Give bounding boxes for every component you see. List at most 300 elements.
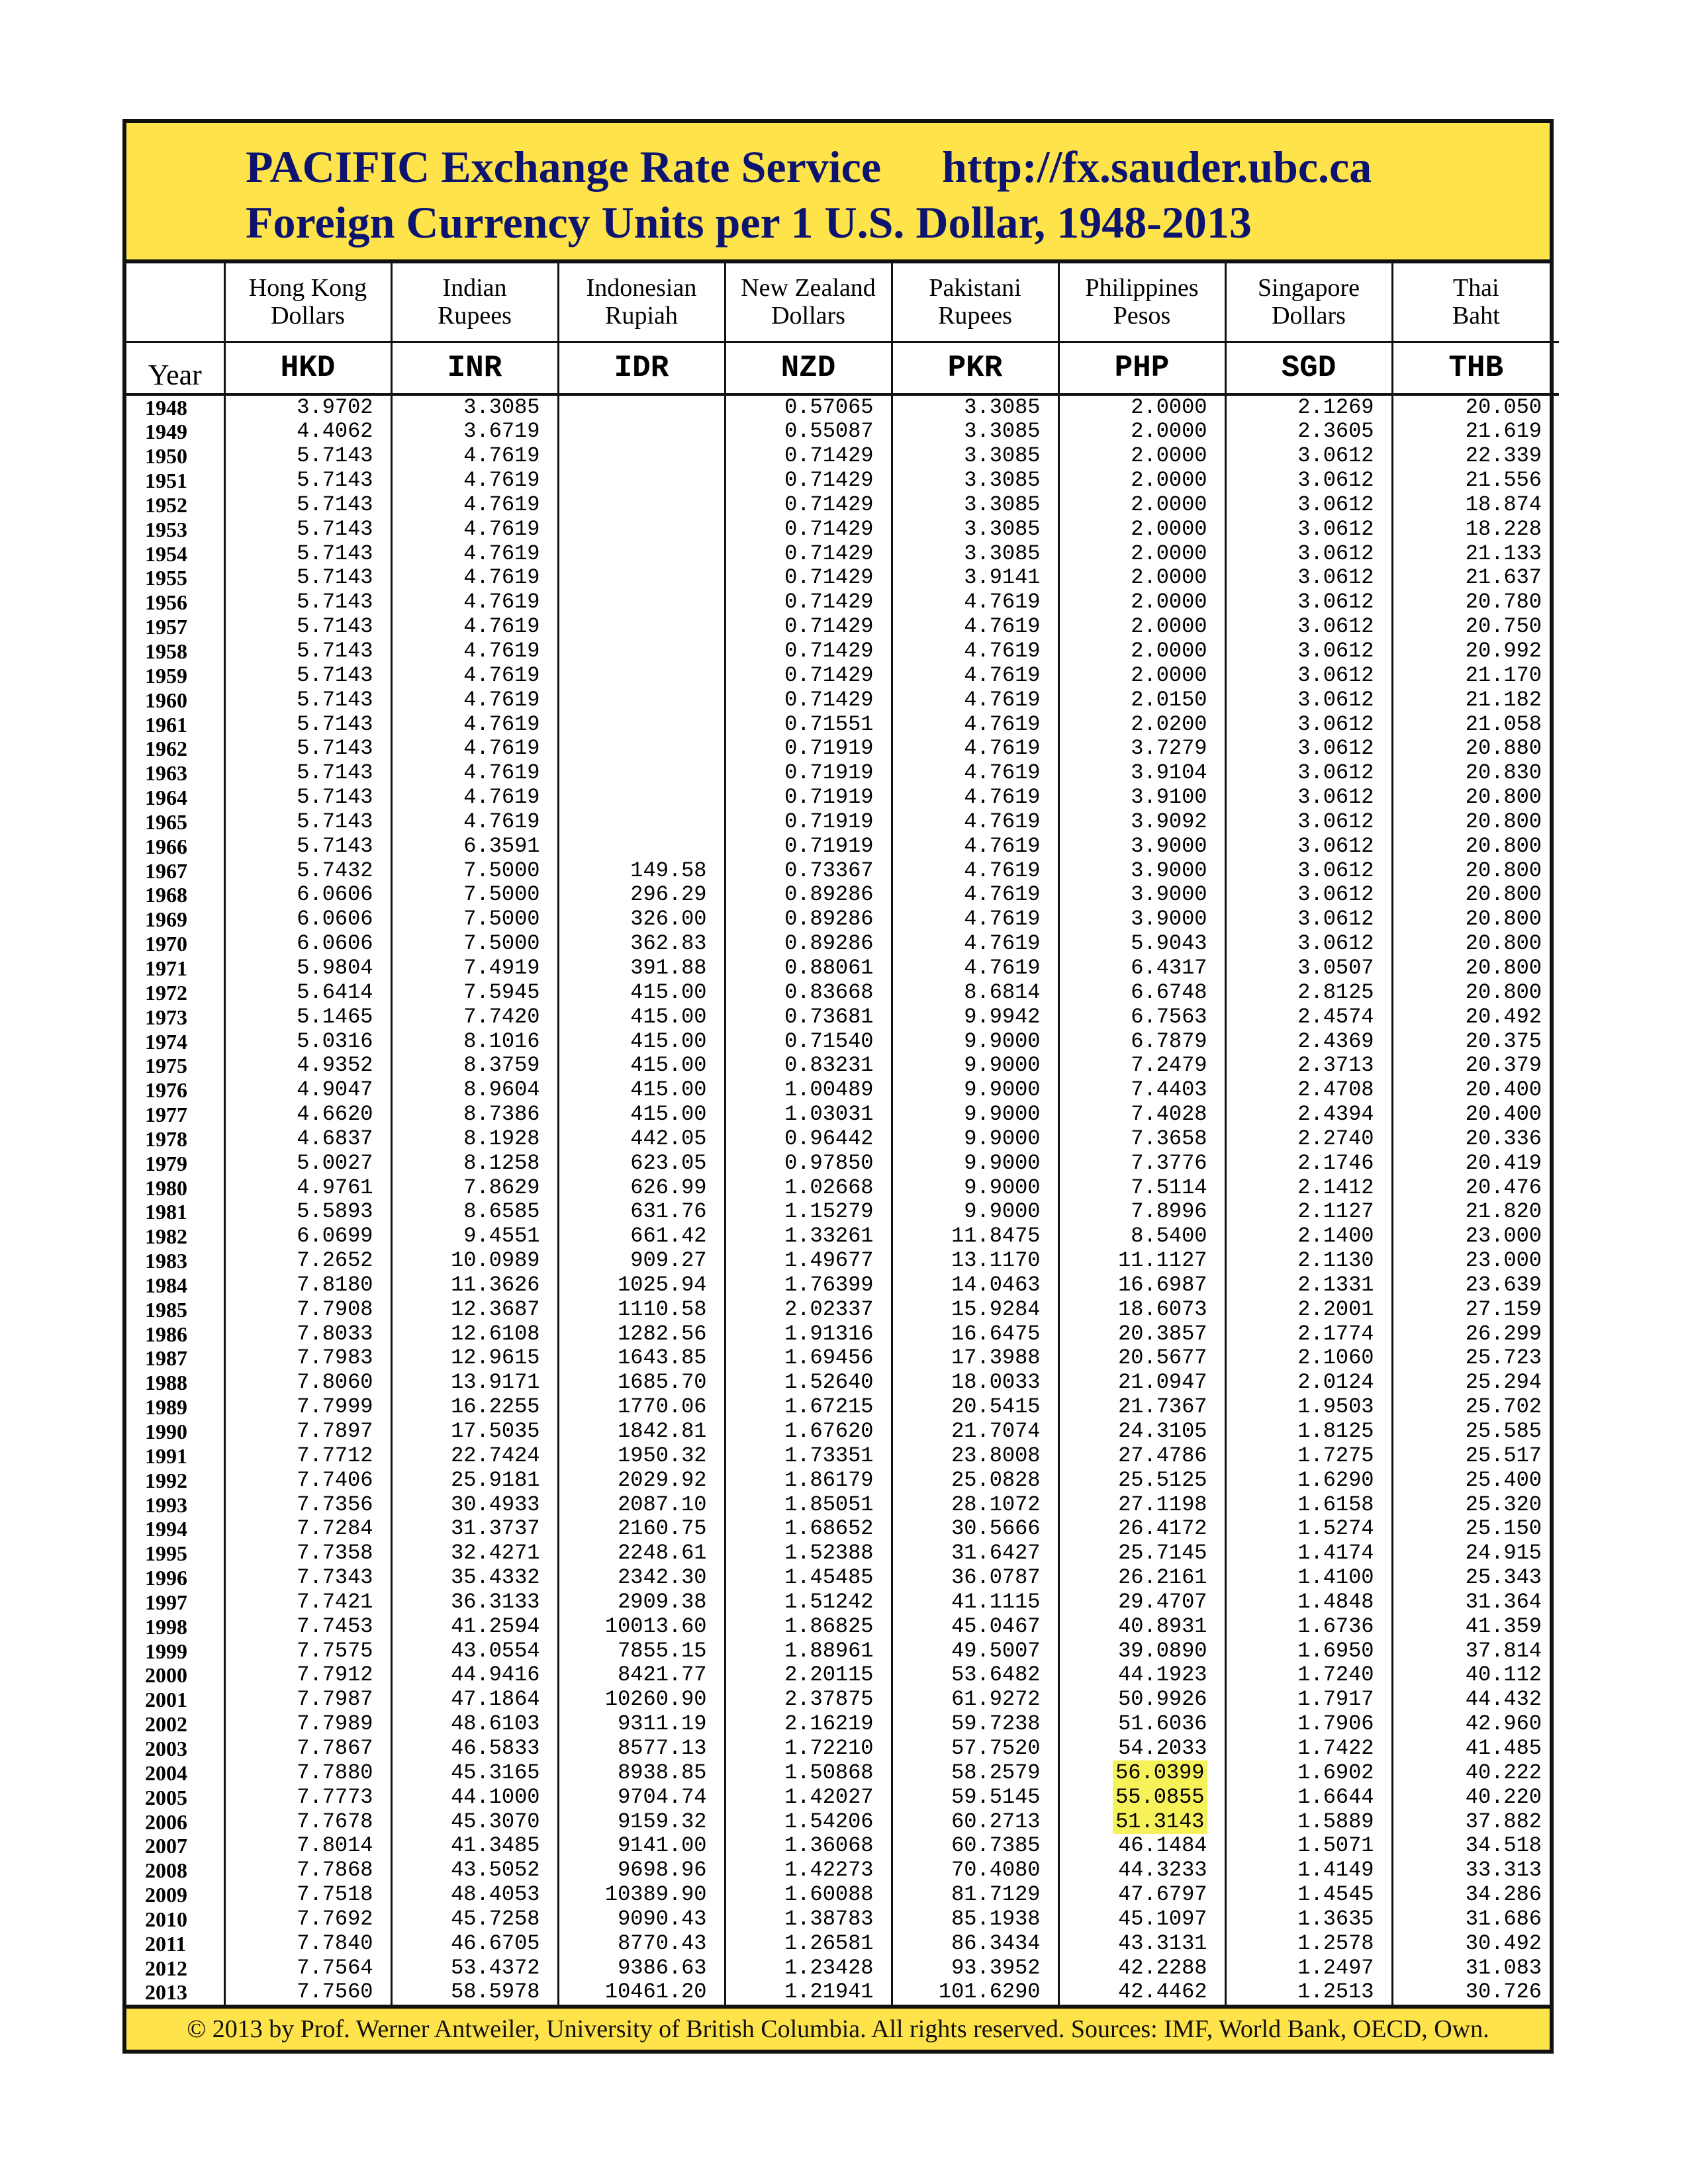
rate-cell-nzd: 2.37875 bbox=[725, 1688, 892, 1712]
rate-cell-pkr: 41.1115 bbox=[892, 1590, 1058, 1615]
rate-cell-nzd: 0.97850 bbox=[725, 1151, 892, 1175]
rates-body bbox=[126, 394, 1559, 2005]
rate-cell-hkd: 7.2652 bbox=[224, 1249, 391, 1273]
rate-cell-hkd: 5.0316 bbox=[224, 1029, 391, 1054]
rate-cell-php: 5.9043 bbox=[1058, 932, 1225, 956]
rate-cell-pkr: 4.7619 bbox=[892, 932, 1058, 956]
year-cell: 1975 bbox=[145, 1054, 187, 1078]
rate-cell-thb: 20.800 bbox=[1392, 858, 1559, 883]
rate-cell-nzd: 1.69456 bbox=[725, 1346, 892, 1371]
rate-cell-thb: 20.750 bbox=[1392, 615, 1559, 639]
currency-name-line2: Rupiah bbox=[605, 302, 678, 330]
rate-cell-inr: 35.4332 bbox=[391, 1566, 558, 1590]
rate-cell-nzd: 1.76399 bbox=[725, 1273, 892, 1298]
rate-cell-php: 6.4317 bbox=[1058, 956, 1225, 981]
currency-name-line1: Indonesian bbox=[586, 274, 697, 302]
table-row bbox=[126, 590, 1559, 615]
rate-cell-pkr: 4.7619 bbox=[892, 786, 1058, 810]
currency-code-php: PHP bbox=[1058, 341, 1225, 394]
rate-cell-php: 7.4403 bbox=[1058, 1078, 1225, 1103]
rate-cell-idr bbox=[558, 517, 725, 541]
rate-cell-nzd: 1.50868 bbox=[725, 1760, 892, 1785]
rate-cell-nzd: 0.89286 bbox=[725, 883, 892, 907]
rate-cell-thb: 30.492 bbox=[1392, 1931, 1559, 1956]
rate-cell-hkd: 6.0606 bbox=[224, 932, 391, 956]
rate-cell-inr: 7.7420 bbox=[391, 1005, 558, 1029]
rate-cell-hkd: 7.7343 bbox=[224, 1566, 391, 1590]
rate-cell-php: 2.0000 bbox=[1058, 615, 1225, 639]
rate-cell-php: 40.8931 bbox=[1058, 1614, 1225, 1639]
rate-cell-pkr: 81.7129 bbox=[892, 1883, 1058, 1907]
banner-subtitle: Foreign Currency Units per 1 U.S. Dollar, 1948-2013 bbox=[246, 197, 1252, 248]
rate-cell-php: 2.0150 bbox=[1058, 688, 1225, 712]
table-row bbox=[126, 712, 1559, 737]
rate-cell-thb: 25.702 bbox=[1392, 1395, 1559, 1420]
year-cell: 1990 bbox=[145, 1420, 187, 1444]
rate-cell-nzd: 1.33261 bbox=[725, 1224, 892, 1249]
rate-cell-hkd: 7.8060 bbox=[224, 1371, 391, 1395]
rate-cell-php: 54.2033 bbox=[1058, 1737, 1225, 1761]
table-row bbox=[126, 1175, 1559, 1200]
rate-cell-hkd: 5.7143 bbox=[224, 517, 391, 541]
rate-cell-inr: 7.4919 bbox=[391, 956, 558, 981]
rate-cell-pkr: 3.9141 bbox=[892, 566, 1058, 590]
rate-cell-sgd: 1.4545 bbox=[1225, 1883, 1392, 1907]
table-row bbox=[126, 517, 1559, 541]
rate-cell-inr: 48.4053 bbox=[391, 1883, 558, 1907]
rate-cell-idr: 2248.61 bbox=[558, 1541, 725, 1566]
year-cell: 1987 bbox=[145, 1346, 187, 1371]
rate-cell-idr: 1025.94 bbox=[558, 1273, 725, 1298]
service-title: PACIFIC Exchange Rate Service bbox=[246, 142, 882, 192]
year-cell: 1966 bbox=[145, 834, 187, 858]
rate-cell-hkd: 7.7356 bbox=[224, 1492, 391, 1517]
rate-cell-pkr: 23.8008 bbox=[892, 1443, 1058, 1468]
rate-cell-idr: 1770.06 bbox=[558, 1395, 725, 1420]
rate-cell-thb: 20.379 bbox=[1392, 1054, 1559, 1078]
rate-cell-nzd: 0.71429 bbox=[725, 493, 892, 518]
rate-cell-pkr: 3.3085 bbox=[892, 444, 1058, 469]
rate-cell-thb: 25.723 bbox=[1392, 1346, 1559, 1371]
rate-cell-inr: 7.5945 bbox=[391, 980, 558, 1005]
rate-cell-nzd: 1.42273 bbox=[725, 1858, 892, 1883]
rate-cell-sgd: 3.0612 bbox=[1225, 737, 1392, 761]
currency-name-line2: Dollars bbox=[1272, 302, 1346, 330]
rate-cell-php: 20.3857 bbox=[1058, 1322, 1225, 1346]
rate-cell-nzd: 0.71919 bbox=[725, 834, 892, 858]
rate-cell-hkd: 7.8033 bbox=[224, 1322, 391, 1346]
rate-cell-nzd: 0.71919 bbox=[725, 786, 892, 810]
year-cell: 2004 bbox=[145, 1760, 187, 1785]
rate-cell-idr: 1950.32 bbox=[558, 1443, 725, 1468]
rate-cell-inr: 8.1016 bbox=[391, 1029, 558, 1054]
table-row bbox=[126, 688, 1559, 712]
table-row bbox=[126, 1834, 1559, 1858]
rate-cell-thb: 20.400 bbox=[1392, 1103, 1559, 1127]
rate-cell-php: 7.2479 bbox=[1058, 1054, 1225, 1078]
rate-cell-thb: 20.400 bbox=[1392, 1078, 1559, 1103]
rate-cell-php: 11.1127 bbox=[1058, 1249, 1225, 1273]
rate-cell-idr: 2087.10 bbox=[558, 1492, 725, 1517]
table-row bbox=[126, 1371, 1559, 1395]
rate-cell-php: 6.7563 bbox=[1058, 1005, 1225, 1029]
rate-cell-idr: 1685.70 bbox=[558, 1371, 725, 1395]
rate-cell-nzd: 0.71429 bbox=[725, 663, 892, 688]
rate-cell-pkr: 4.7619 bbox=[892, 615, 1058, 639]
rate-cell-hkd: 5.9804 bbox=[224, 956, 391, 981]
rate-cell-nzd: 0.71429 bbox=[725, 469, 892, 493]
year-cell: 2005 bbox=[145, 1785, 187, 1809]
rate-cell-hkd: 7.7912 bbox=[224, 1663, 391, 1688]
rate-cell-nzd: 1.21941 bbox=[725, 1980, 892, 2005]
rate-cell-idr: 661.42 bbox=[558, 1224, 725, 1249]
currency-name-line1: Philippines bbox=[1085, 274, 1199, 302]
rate-cell-nzd: 1.26581 bbox=[725, 1931, 892, 1956]
rate-cell-php: 2.0000 bbox=[1058, 394, 1225, 420]
year-cell: 1978 bbox=[145, 1126, 187, 1151]
table-row bbox=[126, 1346, 1559, 1371]
rate-cell-inr: 4.7619 bbox=[391, 517, 558, 541]
rate-cell-sgd: 1.6644 bbox=[1225, 1785, 1392, 1809]
rate-cell-pkr: 28.1072 bbox=[892, 1492, 1058, 1517]
year-cell: 1962 bbox=[145, 737, 187, 761]
rate-cell-thb: 42.960 bbox=[1392, 1712, 1559, 1737]
rate-cell-thb: 37.814 bbox=[1392, 1639, 1559, 1663]
table-row bbox=[126, 761, 1559, 786]
rate-cell-hkd: 5.7143 bbox=[224, 786, 391, 810]
rate-cell-inr: 22.7424 bbox=[391, 1443, 558, 1468]
rate-cell-php: 42.2288 bbox=[1058, 1956, 1225, 1980]
rate-cell-inr: 8.3759 bbox=[391, 1054, 558, 1078]
rate-cell-hkd: 4.6620 bbox=[224, 1103, 391, 1127]
year-cell: 2008 bbox=[145, 1858, 187, 1883]
currency-name-line1: Indian bbox=[442, 274, 507, 302]
rate-cell-thb: 30.726 bbox=[1392, 1980, 1559, 2005]
rate-cell-thb: 20.476 bbox=[1392, 1175, 1559, 1200]
rate-cell-hkd: 4.9047 bbox=[224, 1078, 391, 1103]
year-cell: 1970 bbox=[145, 932, 187, 956]
rate-cell-sgd: 2.1331 bbox=[1225, 1273, 1392, 1298]
currency-code-sgd: SGD bbox=[1225, 341, 1392, 394]
rate-cell-sgd: 2.3713 bbox=[1225, 1054, 1392, 1078]
rate-cell-nzd: 1.67215 bbox=[725, 1395, 892, 1420]
rate-cell-nzd: 0.71551 bbox=[725, 712, 892, 737]
rate-cell-pkr: 3.3085 bbox=[892, 541, 1058, 566]
rate-cell-sgd: 3.0612 bbox=[1225, 883, 1392, 907]
rate-cell-hkd: 5.7143 bbox=[224, 493, 391, 518]
rate-cell-hkd: 7.7560 bbox=[224, 1980, 391, 2005]
rate-cell-sgd: 3.0612 bbox=[1225, 493, 1392, 518]
rate-cell-thb: 20.336 bbox=[1392, 1126, 1559, 1151]
year-cell: 1969 bbox=[145, 907, 187, 932]
rate-cell-inr: 10.0989 bbox=[391, 1249, 558, 1273]
table-row bbox=[126, 1785, 1559, 1809]
table-row bbox=[126, 1468, 1559, 1492]
rate-cell-thb: 20.800 bbox=[1392, 932, 1559, 956]
rate-cell-nzd: 0.57065 bbox=[725, 394, 892, 420]
rate-cell-pkr: 17.3988 bbox=[892, 1346, 1058, 1371]
rate-cell-sgd: 3.0612 bbox=[1225, 517, 1392, 541]
rate-cell-thb: 33.313 bbox=[1392, 1858, 1559, 1883]
rate-cell-hkd: 5.7143 bbox=[224, 639, 391, 664]
rate-cell-inr: 45.3070 bbox=[391, 1809, 558, 1834]
rate-cell-php: 2.0000 bbox=[1058, 444, 1225, 469]
table-row bbox=[126, 1737, 1559, 1761]
rate-cell-nzd: 0.55087 bbox=[725, 420, 892, 444]
rate-cell-pkr: 4.7619 bbox=[892, 761, 1058, 786]
rate-cell-sgd: 1.3635 bbox=[1225, 1907, 1392, 1931]
rate-cell-thb: 41.359 bbox=[1392, 1614, 1559, 1639]
rate-cell-thb: 21.170 bbox=[1392, 663, 1559, 688]
rate-cell-nzd: 1.52640 bbox=[725, 1371, 892, 1395]
rate-cell-inr: 4.7619 bbox=[391, 786, 558, 810]
year-cell: 1967 bbox=[145, 858, 187, 883]
table-row bbox=[126, 980, 1559, 1005]
rate-cell-thb: 21.182 bbox=[1392, 688, 1559, 712]
rate-cell-thb: 34.518 bbox=[1392, 1834, 1559, 1858]
rate-cell-pkr: 58.2579 bbox=[892, 1760, 1058, 1785]
rate-cell-thb: 18.874 bbox=[1392, 493, 1559, 518]
year-cell: 2003 bbox=[145, 1736, 187, 1760]
rate-cell-sgd: 1.7275 bbox=[1225, 1443, 1392, 1468]
year-cell: 1985 bbox=[145, 1297, 187, 1322]
rate-cell-sgd: 2.4369 bbox=[1225, 1029, 1392, 1054]
rate-cell-hkd: 7.7575 bbox=[224, 1639, 391, 1663]
rate-cell-thb: 20.800 bbox=[1392, 956, 1559, 981]
rate-cell-nzd: 1.51242 bbox=[725, 1590, 892, 1615]
rate-cell-hkd: 5.7143 bbox=[224, 737, 391, 761]
table-row bbox=[126, 932, 1559, 956]
table-row bbox=[126, 1712, 1559, 1737]
rate-cell-pkr: 9.9000 bbox=[892, 1126, 1058, 1151]
rate-cell-inr: 12.9615 bbox=[391, 1346, 558, 1371]
rate-cell-idr bbox=[558, 444, 725, 469]
rate-cell-inr: 8.7386 bbox=[391, 1103, 558, 1127]
rate-cell-idr bbox=[558, 590, 725, 615]
table-row bbox=[126, 786, 1559, 810]
table-row bbox=[126, 1224, 1559, 1249]
rate-cell-php: 2.0000 bbox=[1058, 541, 1225, 566]
rate-cell-php: 7.8996 bbox=[1058, 1200, 1225, 1224]
rate-cell-pkr: 31.6427 bbox=[892, 1541, 1058, 1566]
rate-cell-thb: 25.400 bbox=[1392, 1468, 1559, 1492]
rate-cell-nzd: 0.71429 bbox=[725, 639, 892, 664]
rate-cell-idr: 2342.30 bbox=[558, 1566, 725, 1590]
rate-cell-hkd: 7.7989 bbox=[224, 1712, 391, 1737]
table-row bbox=[126, 858, 1559, 883]
currency-code-row bbox=[126, 341, 1559, 394]
year-cell: 1963 bbox=[145, 761, 187, 786]
year-cell: 2001 bbox=[145, 1688, 187, 1712]
rate-cell-pkr: 101.6290 bbox=[892, 1980, 1058, 2005]
rate-cell-inr: 3.3085 bbox=[391, 394, 558, 420]
currency-name-line2: Dollars bbox=[771, 302, 845, 330]
table-row bbox=[126, 810, 1559, 835]
rate-cell-nzd: 0.73367 bbox=[725, 858, 892, 883]
table-row bbox=[126, 1103, 1559, 1127]
rate-cell-inr: 48.6103 bbox=[391, 1712, 558, 1737]
rate-cell-pkr: 30.5666 bbox=[892, 1517, 1058, 1541]
rate-cell-php: 3.9100 bbox=[1058, 786, 1225, 810]
rate-cell-php: 27.1198 bbox=[1058, 1492, 1225, 1517]
rate-cell-sgd: 2.1127 bbox=[1225, 1200, 1392, 1224]
year-cell: 1988 bbox=[145, 1371, 187, 1395]
year-cell: 1989 bbox=[145, 1395, 187, 1420]
rate-cell-php: 25.7145 bbox=[1058, 1541, 1225, 1566]
rate-cell-inr: 58.5978 bbox=[391, 1980, 558, 2005]
rate-cell-nzd: 2.20115 bbox=[725, 1663, 892, 1688]
rate-cell-inr: 7.8629 bbox=[391, 1175, 558, 1200]
rate-cell-thb: 44.432 bbox=[1392, 1688, 1559, 1712]
year-cell: 1974 bbox=[145, 1029, 187, 1054]
rate-cell-thb: 20.375 bbox=[1392, 1029, 1559, 1054]
rate-cell-nzd: 1.54206 bbox=[725, 1809, 892, 1834]
rate-cell-sgd: 1.5071 bbox=[1225, 1834, 1392, 1858]
rate-cell-nzd: 0.71429 bbox=[725, 615, 892, 639]
rate-cell-nzd: 1.85051 bbox=[725, 1492, 892, 1517]
rate-cell-inr: 12.6108 bbox=[391, 1322, 558, 1346]
rate-cell-php: 24.3105 bbox=[1058, 1420, 1225, 1444]
rate-cell-inr: 8.1928 bbox=[391, 1126, 558, 1151]
rate-cell-php: 2.0000 bbox=[1058, 517, 1225, 541]
table-row bbox=[126, 1639, 1559, 1663]
rate-cell-inr: 41.2594 bbox=[391, 1614, 558, 1639]
rate-cell-pkr: 9.9000 bbox=[892, 1151, 1058, 1175]
rate-cell-hkd: 7.7358 bbox=[224, 1541, 391, 1566]
year-cell: 1993 bbox=[145, 1492, 187, 1517]
rate-cell-pkr: 4.7619 bbox=[892, 639, 1058, 664]
rate-cell-inr: 8.1258 bbox=[391, 1151, 558, 1175]
currency-name-nzd bbox=[725, 263, 892, 341]
rate-cell-sgd: 1.5274 bbox=[1225, 1517, 1392, 1541]
rate-cell-php: 25.5125 bbox=[1058, 1468, 1225, 1492]
rate-cell-pkr: 57.7520 bbox=[892, 1737, 1058, 1761]
year-cell: 1949 bbox=[145, 420, 187, 444]
rate-cell-hkd: 7.7983 bbox=[224, 1346, 391, 1371]
rate-cell-php: 7.5114 bbox=[1058, 1175, 1225, 1200]
rate-cell-thb: 25.585 bbox=[1392, 1420, 1559, 1444]
rate-cell-idr bbox=[558, 420, 725, 444]
rate-cell-idr: 7855.15 bbox=[558, 1639, 725, 1663]
rate-cell-hkd: 5.7143 bbox=[224, 810, 391, 835]
rate-cell-sgd: 1.7422 bbox=[1225, 1737, 1392, 1761]
rate-cell-sgd: 2.4708 bbox=[1225, 1078, 1392, 1103]
rate-cell-inr: 4.7619 bbox=[391, 590, 558, 615]
rate-cell-hkd: 3.9702 bbox=[224, 394, 391, 420]
year-cell: 1951 bbox=[145, 469, 187, 493]
rate-cell-nzd: 0.83231 bbox=[725, 1054, 892, 1078]
rate-cell-pkr: 86.3434 bbox=[892, 1931, 1058, 1956]
rate-cell-sgd: 3.0612 bbox=[1225, 761, 1392, 786]
rate-cell-inr: 16.2255 bbox=[391, 1395, 558, 1420]
currency-name-hkd bbox=[224, 263, 391, 341]
rate-cell-thb: 23.000 bbox=[1392, 1224, 1559, 1249]
rate-cell-php: 7.3658 bbox=[1058, 1126, 1225, 1151]
table-row bbox=[126, 956, 1559, 981]
currency-name-line2: Dollars bbox=[271, 302, 345, 330]
rate-cell-thb: 21.133 bbox=[1392, 541, 1559, 566]
rate-cell-thb: 41.485 bbox=[1392, 1737, 1559, 1761]
rate-cell-idr bbox=[558, 712, 725, 737]
rate-cell-idr: 8577.13 bbox=[558, 1737, 725, 1761]
rate-cell-pkr: 3.3085 bbox=[892, 469, 1058, 493]
rate-cell-php: 3.9000 bbox=[1058, 907, 1225, 932]
rate-cell-php: 2.0000 bbox=[1058, 590, 1225, 615]
rate-cell-sgd: 1.2513 bbox=[1225, 1980, 1392, 2005]
year-cell: 1977 bbox=[145, 1103, 187, 1127]
rate-cell-sgd: 2.2740 bbox=[1225, 1126, 1392, 1151]
rate-cell-nzd: 2.16219 bbox=[725, 1712, 892, 1737]
rate-cell-php: 3.9000 bbox=[1058, 883, 1225, 907]
rate-cell-thb: 20.419 bbox=[1392, 1151, 1559, 1175]
rate-cell-hkd: 5.7143 bbox=[224, 590, 391, 615]
rate-cell-pkr: 25.0828 bbox=[892, 1468, 1058, 1492]
rate-cell-thb: 31.364 bbox=[1392, 1590, 1559, 1615]
rate-cell-php: 44.1923 bbox=[1058, 1663, 1225, 1688]
rate-cell-idr: 415.00 bbox=[558, 1005, 725, 1029]
rate-cell-sgd: 2.4394 bbox=[1225, 1103, 1392, 1127]
year-cell: 1983 bbox=[145, 1249, 187, 1273]
rate-cell-php: 43.3131 bbox=[1058, 1931, 1225, 1956]
rate-cell-nzd: 1.88961 bbox=[725, 1639, 892, 1663]
rate-cell-hkd: 7.7692 bbox=[224, 1907, 391, 1931]
rate-cell-php: 45.1097 bbox=[1058, 1907, 1225, 1931]
rate-cell-idr: 9141.00 bbox=[558, 1834, 725, 1858]
rate-cell-inr: 8.6585 bbox=[391, 1200, 558, 1224]
table-row bbox=[126, 444, 1559, 469]
rate-cell-inr: 44.9416 bbox=[391, 1663, 558, 1688]
currency-code-nzd: NZD bbox=[725, 341, 892, 394]
rate-cell-inr: 7.5000 bbox=[391, 907, 558, 932]
rate-cell-thb: 25.320 bbox=[1392, 1492, 1559, 1517]
rate-cell-thb: 21.820 bbox=[1392, 1200, 1559, 1224]
rate-cell-inr: 45.3165 bbox=[391, 1760, 558, 1785]
rate-cell-nzd: 1.00489 bbox=[725, 1078, 892, 1103]
rate-cell-nzd: 0.96442 bbox=[725, 1126, 892, 1151]
rate-cell-php: 8.5400 bbox=[1058, 1224, 1225, 1249]
rate-cell-hkd: 5.7143 bbox=[224, 444, 391, 469]
rate-cell-idr: 1110.58 bbox=[558, 1297, 725, 1322]
currency-name-thb bbox=[1392, 263, 1559, 341]
rate-cell-idr bbox=[558, 541, 725, 566]
year-cell: 1973 bbox=[145, 1005, 187, 1029]
rate-cell-inr: 53.4372 bbox=[391, 1956, 558, 1980]
rate-cell-hkd: 7.7868 bbox=[224, 1858, 391, 1883]
year-cell: 1957 bbox=[145, 615, 187, 639]
rate-cell-thb: 21.556 bbox=[1392, 469, 1559, 493]
rate-cell-inr: 4.7619 bbox=[391, 639, 558, 664]
rate-cell-sgd: 2.1774 bbox=[1225, 1322, 1392, 1346]
currency-name-line1: Hong Kong bbox=[248, 274, 367, 302]
rate-cell-hkd: 7.7453 bbox=[224, 1614, 391, 1639]
rate-cell-hkd: 7.7999 bbox=[224, 1395, 391, 1420]
rate-cell-thb: 25.517 bbox=[1392, 1443, 1559, 1468]
rate-cell-pkr: 4.7619 bbox=[892, 810, 1058, 835]
year-cell: 2007 bbox=[145, 1834, 187, 1858]
rate-cell-hkd: 7.7880 bbox=[224, 1760, 391, 1785]
highlighted-value: 56.0399 bbox=[1113, 1760, 1207, 1784]
rate-cell-pkr: 4.7619 bbox=[892, 907, 1058, 932]
year-header-blank bbox=[126, 263, 224, 341]
rate-cell-pkr: 14.0463 bbox=[892, 1273, 1058, 1298]
rate-cell-thb: 20.780 bbox=[1392, 590, 1559, 615]
rate-cell-sgd: 1.6736 bbox=[1225, 1614, 1392, 1639]
rate-cell-inr: 17.5035 bbox=[391, 1420, 558, 1444]
rate-cell-hkd: 6.0606 bbox=[224, 883, 391, 907]
rate-cell-pkr: 4.7619 bbox=[892, 956, 1058, 981]
rate-cell-thb: 20.800 bbox=[1392, 834, 1559, 858]
rate-cell-php: 26.2161 bbox=[1058, 1566, 1225, 1590]
